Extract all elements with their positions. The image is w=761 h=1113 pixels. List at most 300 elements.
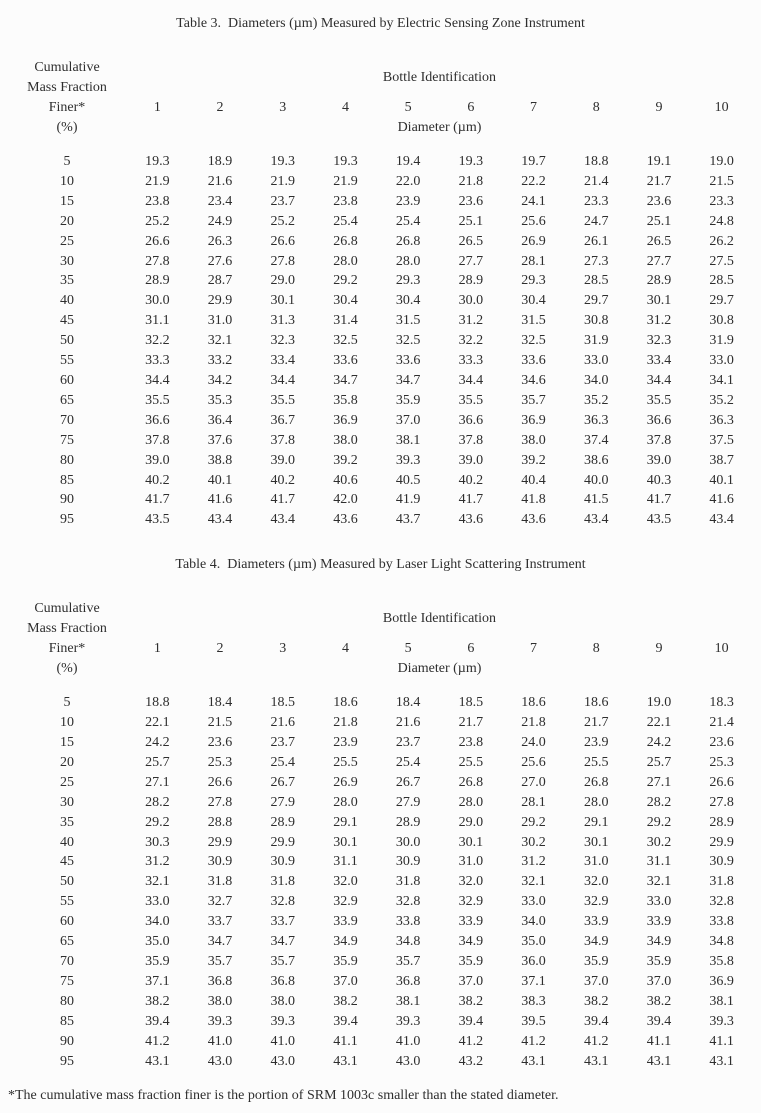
diameter-cell: 43.6 — [458, 512, 484, 528]
percent-cell: 75 — [60, 973, 74, 989]
diameter-cell: 31.4 — [333, 313, 358, 329]
diameter-cell: 25.7 — [646, 754, 672, 770]
diameter-cell: 28.9 — [646, 273, 672, 289]
diameter-cell: 31.5 — [395, 313, 421, 329]
diameter-cell: 32.2 — [145, 333, 170, 349]
diameter-cell: 41.6 — [207, 492, 233, 508]
table-row — [8, 232, 753, 252]
diameter-cell: 33.9 — [583, 914, 609, 930]
diameter-cell: 27.8 — [709, 794, 734, 810]
diameter-cell: 36.8 — [395, 973, 421, 989]
diameter-cell: 23.7 — [395, 735, 421, 751]
stub-header-line: Cumulative — [34, 60, 100, 75]
diameter-cell: 34.8 — [395, 934, 421, 950]
diameter-cell: 34.9 — [583, 934, 609, 950]
diameter-cell: 31.8 — [207, 874, 233, 890]
diameter-cell: 40.5 — [395, 472, 421, 488]
diameter-cell: 19.0 — [709, 154, 734, 169]
diameter-cell: 33.6 — [333, 353, 358, 369]
diameter-cell: 18.5 — [270, 695, 295, 711]
diameter-cell: 32.3 — [646, 333, 672, 349]
percent-cell: 40 — [60, 293, 74, 309]
diameter-cell: 40.2 — [458, 472, 484, 488]
diameter-cell: 33.0 — [521, 894, 546, 910]
diameter-cell: 29.9 — [709, 834, 734, 850]
diameter-cell: 41.2 — [458, 1033, 484, 1049]
diameter-cell: 25.1 — [646, 213, 672, 229]
diameter-cell: 30.2 — [646, 834, 672, 850]
diameter-cell: 40.0 — [583, 472, 609, 488]
diameter-cell: 23.6 — [646, 193, 672, 209]
percent-cell: 80 — [60, 993, 74, 1009]
percent-cell: 45 — [60, 854, 74, 870]
diameter-cell: 29.9 — [207, 834, 233, 850]
stub-header-line: Finer* — [48, 100, 86, 115]
diameter-cell: 35.5 — [458, 392, 484, 408]
table-row — [8, 172, 753, 192]
bottle-number: 7 — [530, 641, 538, 657]
diameter-cell: 23.7 — [270, 735, 295, 751]
bottle-number: 10 — [714, 641, 729, 657]
diameter-cell: 30.0 — [145, 293, 170, 309]
diameter-cell: 32.8 — [709, 894, 734, 910]
table-row — [8, 212, 753, 232]
percent-cell: 25 — [60, 233, 74, 249]
diameter-cell: 36.4 — [207, 412, 233, 428]
table-row — [8, 852, 753, 872]
table-body — [8, 693, 753, 1071]
diameter-cell: 27.1 — [145, 774, 170, 790]
unit-header: Diameter (µm) — [397, 661, 482, 677]
diameter-cell: 26.6 — [270, 233, 295, 249]
percent-cell: 75 — [60, 432, 74, 448]
stub-header-line: Cumulative — [34, 601, 100, 617]
table-row — [8, 892, 753, 912]
table-row — [8, 431, 753, 451]
diameter-cell: 41.7 — [646, 492, 672, 508]
diameter-cell: 43.4 — [583, 512, 609, 528]
diameter-cell: 21.4 — [583, 173, 609, 189]
percent-cell: 15 — [60, 735, 74, 751]
diameter-cell: 29.9 — [270, 834, 295, 850]
diameter-cell: 25.4 — [395, 213, 421, 229]
diameter-cell: 30.8 — [583, 313, 609, 329]
diameter-cell: 35.2 — [583, 392, 609, 408]
diameter-cell: 32.9 — [583, 894, 609, 910]
diameter-cell: 34.0 — [583, 372, 609, 388]
diameter-cell: 43.1 — [583, 1053, 609, 1069]
diameter-cell: 29.0 — [270, 273, 295, 289]
table-row — [8, 391, 753, 411]
diameter-cell: 43.4 — [270, 512, 295, 528]
diameter-cell: 30.1 — [646, 293, 672, 309]
diameter-cell: 34.8 — [709, 934, 734, 950]
diameter-cell: 30.0 — [395, 834, 421, 850]
diameter-cell: 34.7 — [333, 372, 358, 388]
bottle-number: 3 — [279, 641, 287, 657]
diameter-cell: 41.2 — [521, 1033, 546, 1049]
table-row — [8, 912, 753, 932]
diameter-cell: 40.6 — [333, 472, 358, 488]
diameter-cell: 24.1 — [521, 193, 546, 209]
percent-cell: 85 — [60, 472, 74, 488]
diameter-cell: 21.8 — [333, 715, 358, 731]
diameter-cell: 33.0 — [646, 894, 672, 910]
stub-header-line: Finer* — [48, 641, 86, 657]
diameter-cell: 41.7 — [145, 492, 170, 508]
diameter-cell: 25.2 — [145, 213, 170, 229]
bottle-numbers — [126, 98, 753, 118]
diameter-cell: 33.3 — [145, 353, 170, 369]
diameter-cell: 19.0 — [646, 695, 672, 711]
diameter-cell: 37.0 — [458, 973, 484, 989]
diameter-cell: 41.1 — [646, 1033, 672, 1049]
diameter-cell: 34.6 — [521, 372, 546, 388]
table-row — [8, 872, 753, 892]
stub-header-line: Mass Fraction — [27, 80, 107, 95]
diameter-cell: 37.8 — [145, 432, 170, 448]
diameter-cell: 25.5 — [333, 754, 358, 770]
diameter-cell: 27.3 — [583, 253, 609, 269]
diameter-cell: 39.3 — [709, 1013, 734, 1029]
diameter-cell: 43.0 — [270, 1053, 295, 1069]
diameter-cell: 36.3 — [583, 412, 609, 428]
diameter-cell: 33.6 — [395, 353, 421, 369]
diameter-cell: 32.7 — [207, 894, 233, 910]
diameter-cell: 31.2 — [521, 854, 546, 870]
diameter-cell: 35.9 — [458, 954, 484, 969]
diameter-cell: 29.2 — [145, 814, 170, 830]
tables-container — [8, 14, 753, 1071]
bottle-number: 9 — [655, 641, 663, 657]
diameter-cell: 39.4 — [458, 1013, 484, 1029]
diameter-cell: 38.0 — [270, 993, 295, 1009]
diameter-cell: 33.0 — [709, 353, 734, 369]
diameter-cell: 35.5 — [646, 392, 672, 408]
diameter-cell: 25.5 — [583, 754, 609, 770]
percent-cell: 60 — [60, 372, 74, 388]
diameter-cell: 23.9 — [333, 735, 358, 751]
diameter-cell: 24.7 — [583, 213, 609, 229]
diameter-cell: 37.0 — [646, 973, 672, 989]
diameter-cell: 21.7 — [458, 715, 484, 731]
diameter-cell: 25.5 — [458, 754, 484, 770]
diameter-cell: 24.0 — [521, 735, 546, 751]
diameter-cell: 38.2 — [145, 993, 170, 1009]
diameter-cell: 31.2 — [145, 854, 170, 870]
diameter-cell: 43.0 — [207, 1053, 233, 1069]
diameter-cell: 33.8 — [709, 914, 734, 930]
table-row — [8, 192, 753, 212]
diameter-cell: 34.9 — [646, 934, 672, 950]
bottle-number: 8 — [592, 100, 600, 115]
diameter-cell: 31.1 — [646, 854, 672, 870]
bottle-number: 8 — [592, 641, 600, 657]
diameter-cell: 21.4 — [709, 715, 734, 731]
diameter-cell: 19.3 — [333, 154, 358, 169]
diameter-cell: 30.1 — [458, 834, 484, 850]
diameter-cell: 43.4 — [709, 512, 734, 528]
table-row — [8, 291, 753, 311]
diameter-cell: 34.0 — [145, 914, 170, 930]
diameter-cell: 23.6 — [207, 735, 233, 751]
diameter-cell: 32.0 — [583, 874, 609, 890]
diameter-cell: 41.0 — [270, 1033, 295, 1049]
diameter-cell: 40.1 — [207, 472, 233, 488]
diameter-cell: 31.9 — [709, 333, 734, 349]
diameter-cell: 21.8 — [521, 715, 546, 731]
diameter-cell: 30.9 — [207, 854, 233, 870]
diameter-cell: 35.9 — [583, 954, 609, 969]
diameter-cell: 33.0 — [145, 894, 170, 910]
diameter-cell: 43.1 — [709, 1053, 734, 1069]
diameter-cell: 41.6 — [709, 492, 734, 508]
diameter-cell: 32.9 — [333, 894, 358, 910]
diameter-cell: 28.9 — [709, 814, 734, 830]
diameter-cell: 32.5 — [333, 333, 358, 349]
diameter-cell: 41.8 — [521, 492, 546, 508]
diameter-cell: 21.6 — [207, 173, 233, 189]
group-header: Bottle Identification — [382, 611, 497, 627]
diameter-cell: 37.1 — [521, 973, 546, 989]
percent-cell: 25 — [60, 774, 74, 790]
diameter-cell: 41.7 — [458, 492, 484, 508]
diameter-cell: 34.4 — [646, 372, 672, 388]
diameter-cell: 25.4 — [270, 754, 295, 770]
diameter-cell: 39.2 — [521, 452, 546, 468]
diameter-cell: 35.7 — [395, 954, 421, 969]
table-row — [8, 311, 753, 331]
diameter-cell: 23.4 — [207, 193, 233, 209]
diameter-cell: 37.1 — [145, 973, 170, 989]
table-header — [8, 599, 753, 679]
diameter-cell: 30.3 — [145, 834, 170, 850]
diameter-cell: 32.1 — [207, 333, 233, 349]
percent-cell: 20 — [60, 213, 74, 229]
percent-cell: 45 — [60, 313, 74, 329]
diameter-cell: 43.5 — [145, 512, 170, 528]
diameter-cell: 34.2 — [207, 372, 233, 388]
diameter-cell: 37.8 — [270, 432, 295, 448]
diameter-cell: 23.7 — [270, 193, 295, 209]
diameter-cell: 39.2 — [333, 452, 358, 468]
diameter-cell: 25.3 — [207, 754, 233, 770]
bottle-number: 3 — [279, 100, 287, 115]
bottle-number: 9 — [655, 100, 663, 115]
diameter-cell: 32.1 — [521, 874, 546, 890]
diameter-cell: 29.1 — [583, 814, 609, 830]
diameter-cell: 29.3 — [521, 273, 546, 289]
diameter-cell: 31.8 — [709, 874, 734, 890]
diameter-cell: 18.4 — [395, 695, 421, 711]
diameter-cell: 35.9 — [145, 954, 170, 969]
diameter-cell: 30.2 — [521, 834, 546, 850]
diameter-cell: 25.7 — [145, 754, 170, 770]
percent-cell: 35 — [60, 273, 74, 289]
diameter-cell: 26.6 — [207, 774, 233, 790]
diameter-cell: 26.8 — [458, 774, 484, 790]
diameter-cell: 19.3 — [145, 154, 170, 169]
diameter-cell: 34.4 — [145, 372, 170, 388]
diameter-cell: 41.7 — [270, 492, 295, 508]
diameter-cell: 26.6 — [709, 774, 734, 790]
diameter-cell: 35.5 — [145, 392, 170, 408]
table-row — [8, 252, 753, 272]
percent-cell: 60 — [60, 914, 74, 930]
diameter-cell: 23.3 — [709, 193, 734, 209]
diameter-cell: 34.9 — [458, 934, 484, 950]
bottle-number: 6 — [467, 641, 475, 657]
diameter-cell: 31.2 — [646, 313, 672, 329]
table-row — [8, 271, 753, 291]
diameter-cell: 28.9 — [145, 273, 170, 289]
diameter-cell: 39.3 — [207, 1013, 233, 1029]
diameter-cell: 36.9 — [521, 412, 546, 428]
percent-cell: 95 — [60, 512, 74, 528]
table-row — [8, 471, 753, 491]
percent-cell: 70 — [60, 954, 74, 969]
diameter-cell: 28.0 — [583, 794, 609, 810]
diameter-cell: 32.5 — [395, 333, 421, 349]
diameter-cell: 39.3 — [395, 1013, 421, 1029]
diameter-cell: 41.9 — [395, 492, 421, 508]
diameter-cell: 35.5 — [270, 392, 295, 408]
percent-cell: 80 — [60, 452, 74, 468]
diameter-cell: 35.8 — [333, 392, 358, 408]
percent-cell: 20 — [60, 754, 74, 770]
diameter-cell: 39.0 — [646, 452, 672, 468]
diameter-cell: 38.0 — [333, 432, 358, 448]
diameter-cell: 43.2 — [458, 1053, 484, 1069]
diameter-cell: 31.0 — [458, 854, 484, 870]
diameter-cell: 33.0 — [583, 353, 609, 369]
bottle-number: 7 — [530, 100, 538, 115]
table-row — [8, 932, 753, 952]
diameter-cell: 35.9 — [395, 392, 421, 408]
diameter-cell: 31.2 — [458, 313, 484, 329]
diameter-cell: 32.8 — [395, 894, 421, 910]
diameter-cell: 34.7 — [207, 934, 233, 950]
diameter-cell: 30.8 — [709, 313, 734, 329]
diameter-cell: 21.9 — [270, 173, 295, 189]
diameter-cell: 30.1 — [583, 834, 609, 850]
diameter-cell: 37.0 — [333, 973, 358, 989]
diameter-cell: 28.1 — [521, 253, 546, 269]
table-row — [8, 793, 753, 813]
diameter-cell: 18.9 — [207, 154, 233, 169]
diameter-cell: 24.2 — [646, 735, 672, 751]
bottle-number: 5 — [404, 641, 412, 657]
diameter-cell: 31.0 — [583, 854, 609, 870]
diameter-cell: 19.7 — [521, 154, 546, 169]
diameter-cell: 21.6 — [270, 715, 295, 731]
stub-header-line: (%) — [56, 661, 78, 677]
diameter-cell: 32.9 — [458, 894, 484, 910]
diameter-cell: 39.5 — [521, 1013, 546, 1029]
percent-cell: 10 — [60, 715, 74, 731]
diameter-cell: 19.3 — [458, 154, 484, 169]
diameter-cell: 18.8 — [145, 695, 170, 711]
diameter-cell: 32.2 — [458, 333, 484, 349]
percent-cell: 90 — [60, 1033, 74, 1049]
diameter-cell: 36.3 — [709, 412, 734, 428]
data-table — [8, 555, 753, 1071]
diameter-cell: 23.8 — [333, 193, 358, 209]
percent-cell: 15 — [60, 193, 74, 209]
diameter-cell: 18.5 — [458, 695, 484, 711]
diameter-cell: 28.8 — [207, 814, 233, 830]
bottle-number: 4 — [341, 100, 349, 115]
diameter-cell: 25.6 — [521, 213, 546, 229]
diameter-cell: 27.6 — [207, 253, 233, 269]
diameter-cell: 18.6 — [583, 695, 609, 711]
diameter-cell: 39.4 — [646, 1013, 672, 1029]
diameter-cell: 21.9 — [333, 173, 358, 189]
diameter-cell: 39.0 — [458, 452, 484, 468]
diameter-cell: 26.5 — [458, 233, 484, 249]
diameter-cell: 38.7 — [709, 452, 734, 468]
bottle-number: 1 — [153, 100, 161, 115]
diameter-cell: 33.2 — [207, 353, 233, 369]
table-row — [8, 952, 753, 972]
diameter-cell: 22.0 — [395, 173, 421, 189]
diameter-cell: 35.0 — [521, 934, 546, 950]
diameter-cell: 43.1 — [333, 1053, 358, 1069]
stub-header-line: Mass Fraction — [27, 621, 107, 637]
diameter-cell: 26.3 — [207, 233, 233, 249]
diameter-cell: 30.0 — [458, 293, 484, 309]
diameter-cell: 23.6 — [458, 193, 484, 209]
diameter-cell: 38.8 — [207, 452, 233, 468]
diameter-cell: 39.3 — [270, 1013, 295, 1029]
table-row — [8, 510, 753, 530]
percent-cell: 10 — [60, 173, 74, 189]
diameter-cell: 38.6 — [583, 452, 609, 468]
diameter-cell: 28.9 — [270, 814, 295, 830]
diameter-cell: 31.8 — [270, 874, 295, 890]
diameter-cell: 21.5 — [709, 173, 734, 189]
table-row — [8, 833, 753, 853]
diameter-cell: 41.2 — [145, 1033, 170, 1049]
diameter-cell: 25.1 — [458, 213, 484, 229]
diameter-cell: 32.1 — [646, 874, 672, 890]
percent-cell: 65 — [60, 392, 74, 408]
diameter-cell: 33.4 — [270, 353, 295, 369]
diameter-cell: 23.9 — [583, 735, 609, 751]
table-row — [8, 1012, 753, 1032]
diameter-cell: 37.8 — [646, 432, 672, 448]
diameter-cell: 33.7 — [270, 914, 295, 930]
diameter-cell: 38.3 — [521, 993, 546, 1009]
diameter-cell: 35.3 — [207, 392, 233, 408]
diameter-cell: 30.9 — [395, 854, 421, 870]
percent-cell: 5 — [63, 695, 71, 711]
diameter-cell: 35.2 — [709, 392, 734, 408]
diameter-cell: 31.9 — [583, 333, 609, 349]
diameter-cell: 31.8 — [395, 874, 421, 890]
percent-cell: 70 — [60, 412, 74, 428]
diameter-cell: 23.8 — [458, 735, 484, 751]
diameter-cell: 26.7 — [395, 774, 421, 790]
diameter-cell: 33.9 — [458, 914, 484, 930]
diameter-cell: 34.7 — [270, 934, 295, 950]
diameter-cell: 38.2 — [646, 993, 672, 1009]
table-row — [8, 371, 753, 391]
diameter-cell: 26.9 — [333, 774, 358, 790]
diameter-cell: 40.2 — [270, 472, 295, 488]
percent-cell: 90 — [60, 492, 74, 508]
diameter-cell: 24.9 — [207, 213, 233, 229]
